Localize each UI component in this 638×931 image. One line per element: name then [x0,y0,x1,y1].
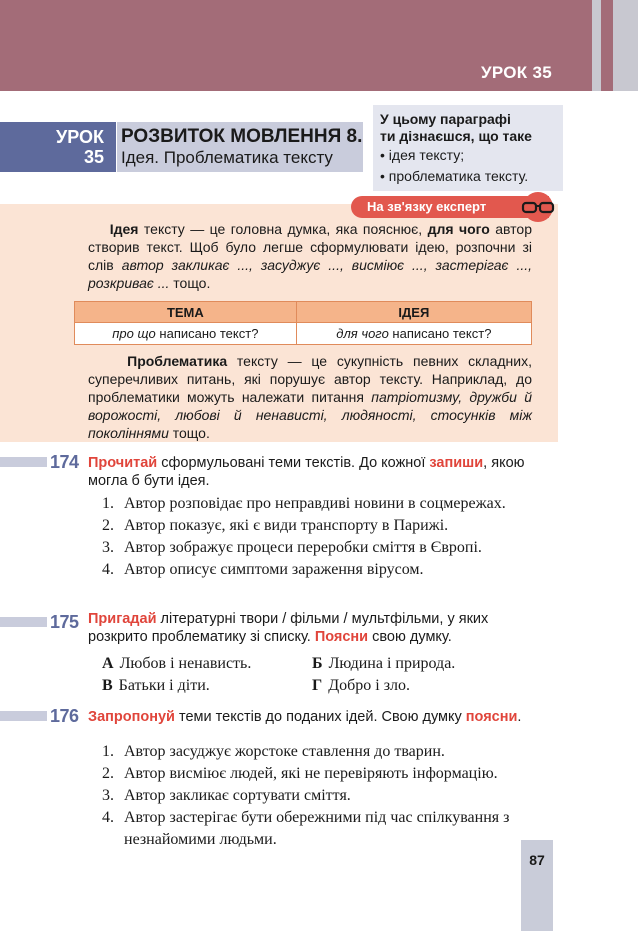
idea-text: автор створив текст. Щоб було легше сформулювати ідею, розпочни зі слів [88,221,533,273]
exercise-instruction [88,454,532,490]
idea-term: Ідея [109,221,139,237]
exercise-instruction [88,610,532,646]
running-head: УРОК 35 [480,63,552,82]
option-item [102,653,312,675]
cell-text: написано текст? [155,326,259,341]
item-text: Автор закликає сортувати сміття. [124,787,351,804]
item-text: Автор розповідає про неправдиві новини в соцмережах. [124,495,506,512]
list-item [102,559,554,581]
list-item [102,741,554,763]
item-number: 3. [102,787,114,804]
idea-text: тексту — це головна думка, яка пояснює, [138,221,428,237]
idea-definition [88,220,532,292]
learn-item: • проблематика тексту. [380,168,529,184]
item-text: Автор засуджує жорстоке ставлення до тварин. [124,743,445,760]
instruction-verb: поясни [465,709,518,725]
instruction-text: , якою могла б бути ідея. [88,455,525,489]
item-number: 3. [102,539,114,556]
instruction-text: свою думку. [368,629,452,645]
problem-text: тощо. [168,425,210,441]
table-cell [75,323,297,345]
list-item [102,493,554,515]
header-stripe [592,0,601,91]
exercise-bar [0,457,47,467]
item-text: Автор застерігає бути обережними під час спілкування з незнайомими людьми. [124,809,510,848]
table-header-idea: ІДЕЯ [296,302,531,323]
learn-item: • ідея тексту; [380,147,465,163]
exercise-bar [0,711,47,721]
lesson-badge-word: УРОК [56,127,104,147]
exercise-bar [0,617,47,627]
instruction-verb: Пригадай [88,611,157,627]
option-grid [102,653,522,697]
option-text: Людина і природа. [328,655,456,672]
instruction-text: . [517,709,522,725]
idea-bold: для чого [427,221,490,237]
lesson-badge-number: 35 [83,147,104,167]
instruction-text: сформульовані теми текстів. До кожної [157,455,430,471]
list-item [102,763,554,785]
exercise-number: 176 [50,706,79,726]
option-text: Добро і зло. [328,677,410,694]
option-item [312,675,522,697]
header-stripe [613,0,638,91]
option-letter: Г [312,677,323,694]
option-text: Любов і ненависть. [119,655,252,672]
item-text: Автор описує симптоми зараження вірусом. [124,561,424,578]
instruction-text: літературні твори / фільми / мультфільми, у яких розкрито проблематику зі списку. [88,611,489,645]
list-item [102,537,554,559]
idea-text: тощо. [169,275,211,291]
instruction-verb: Поясни [314,629,369,645]
option-letter: В [102,677,113,694]
learn-heading: У цьому параграфі [380,111,511,127]
problem-text: тексту — це сукупність певних складних, суперечливих питань, які порушує автор тексту. Наприклад, до проблематики можуть належати питання [88,353,532,405]
learn-box [373,105,563,191]
option-letter: А [102,655,114,672]
item-number: 4. [102,809,114,826]
problem-term: Проблематика [127,353,228,369]
item-number: 2. [102,517,114,534]
table-header-theme: ТЕМА [75,302,297,323]
option-item [102,675,312,697]
item-number: 4. [102,561,114,578]
lesson-title: РОЗВИТОК МОВЛЕННЯ 8. [121,126,363,147]
list-item [102,785,554,807]
option-text: Батьки і діти. [118,677,210,694]
lesson-subtitle: Ідея. Проблематика тексту [121,148,333,167]
exercise-number: 175 [50,612,79,632]
item-text: Автор висміює людей, які не перевіряють інформацію. [124,765,498,782]
cell-text: написано текст? [388,326,492,341]
option-item [312,653,522,675]
expert-tab: На зв'язку експерт [351,196,549,218]
instruction-verb: Запропонуй [88,709,175,725]
instruction-verb: Прочитай [88,455,158,471]
item-number: 1. [102,743,114,760]
idea-italic: автор закликає ..., засуджує ..., висміює ..., застерігає ..., розкриває ... [88,257,533,291]
problem-definition [88,352,532,442]
instruction-verb: запиши [429,455,484,471]
theme-idea-table [74,301,532,345]
instruction-text: теми текстів до поданих ідей. Свою думку [174,709,466,725]
item-number: 1. [102,495,114,512]
cell-italic: для чого [336,326,389,341]
item-number: 2. [102,765,114,782]
exercise-list [102,741,554,851]
exercise-number: 174 [50,452,79,472]
exercise-instruction [88,708,532,726]
lesson-title-box [117,122,363,172]
table-cell [296,323,531,345]
item-text: Автор показує, які є види транспорту в Парижі. [124,517,449,534]
cell-italic: про що [112,326,156,341]
option-letter: Б [312,655,323,672]
lesson-badge [0,122,116,172]
exercise-list [102,493,554,581]
problem-italic: патріотизму, дружби й ворожості, любові й ненависті, людяності, стосунків між поколіннями [88,389,532,441]
glasses-icon [518,192,558,222]
learn-heading: ти дізнаєшся, що таке [380,128,532,144]
list-item [102,515,554,537]
page-number: 87 [529,852,545,868]
list-item [102,807,554,851]
item-text: Автор зображує процеси переробки сміття в Європі. [124,539,482,556]
